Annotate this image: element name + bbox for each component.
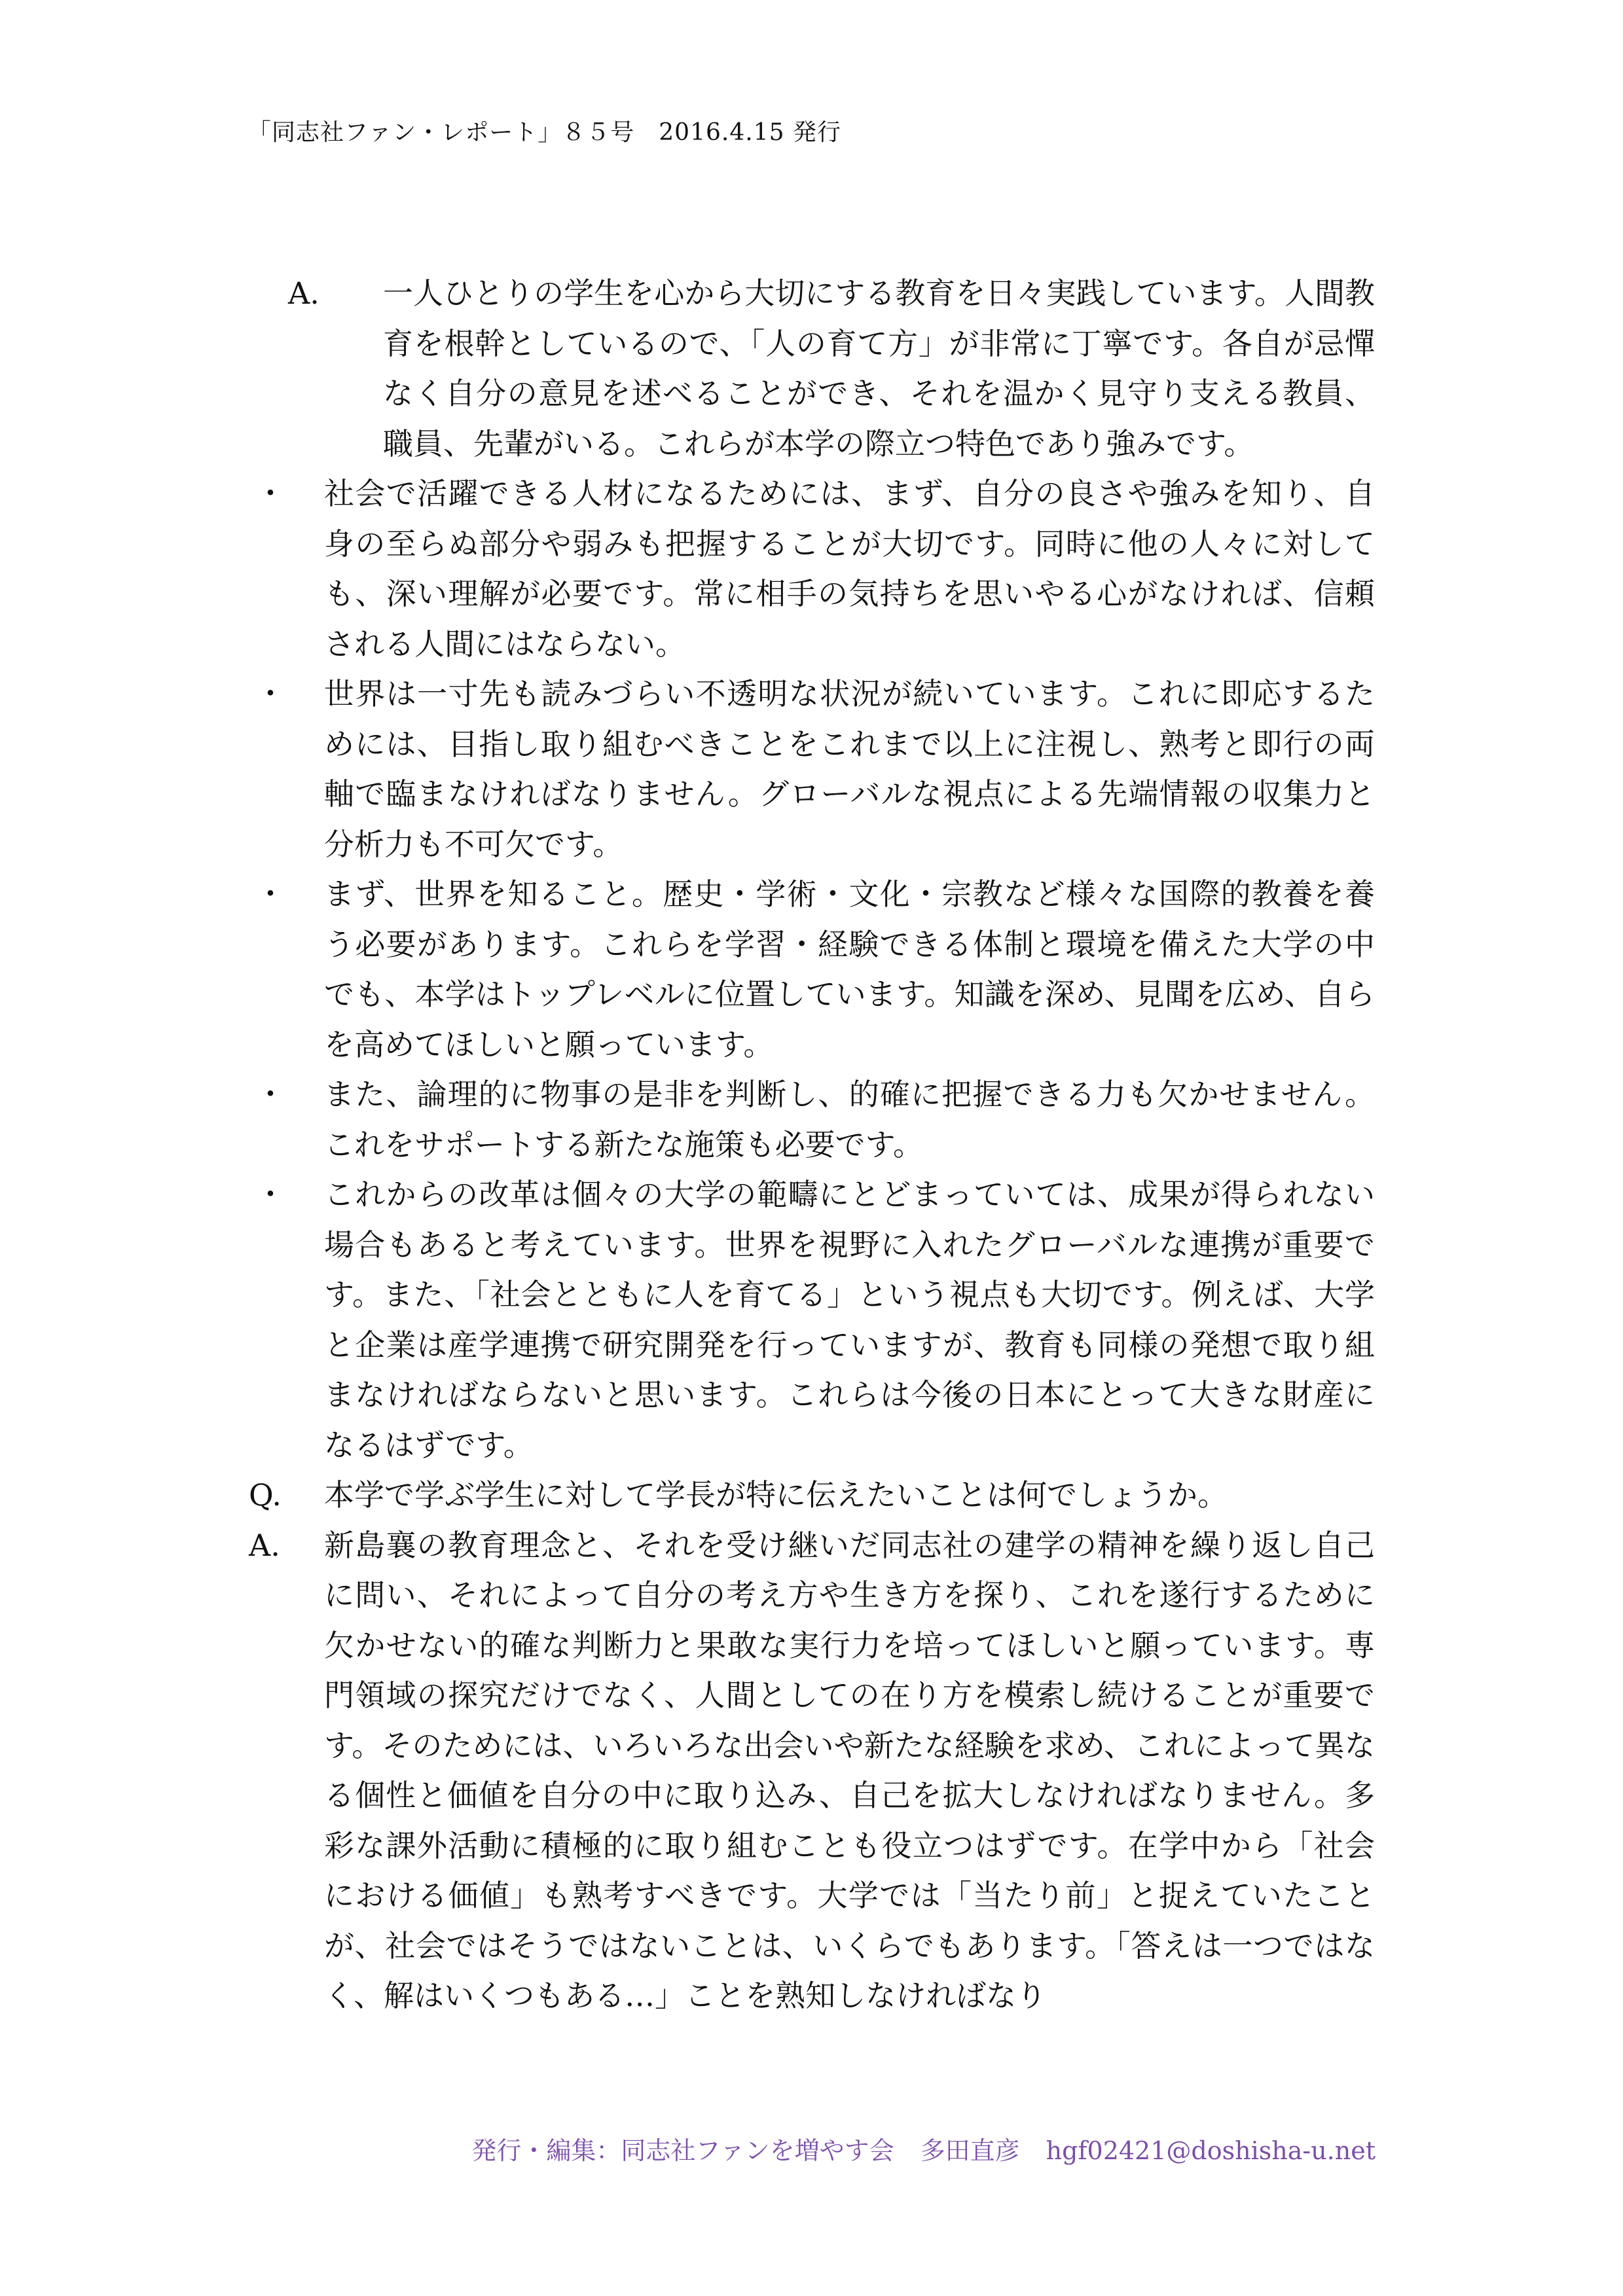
footer-publisher: 発行・編集：同志社ファンを増やす会 — [471, 2136, 894, 2165]
bullet-marker: ・ — [255, 476, 285, 511]
bullet-item-5 — [249, 1170, 1375, 1470]
footer-email[interactable]: hgf02421@doshisha-u.net — [1046, 2136, 1376, 2165]
question-marker: Q. — [249, 1477, 282, 1513]
question-text: 本学で学ぶ学生に対して学長が特に伝えたいことは何でしょうか。 — [324, 1477, 1228, 1513]
bullet-item-3 — [249, 869, 1375, 1069]
newsletter-header — [247, 117, 841, 149]
bullet-text: 社会で活躍できる人材になるためには、まず、自分の良さや強みを知り、自身の至らぬ部分や弱みも把握することが大切です。同時に他の人々に対しても、深い理解が必要です。常に相手の気持ちを思いやる心がなければ、信頼される人間にはならない。 — [324, 476, 1375, 662]
article-body — [249, 268, 1375, 2021]
bullet-text: まず、世界を知ること。歴史・学術・文化・宗教など様々な国際的教養を養う必要があります。これらを学習・経験できる体制と環境を備えた大学の中でも、本学はトップレベルに位置しています。知識を深め、見聞を広め、自らを高めてほしいと願っています。 — [324, 876, 1375, 1062]
newsletter-footer — [471, 2132, 1376, 2169]
answer-paragraph-2 — [249, 1520, 1375, 2021]
answer-text: 新島襄の教育理念と、それを受け継いだ同志社の建学の精神を繰り返し自己に問い、それによって自分の考え方や生き方を探り、これを遂行するために欠かせない的確な判断力と果敢な実行力を培ってほしいと願っています。専門領域の探究だけでなく、人間としての在り方を模索し続けることが重要です。そのためには、いろいろな出会いや新たな経験を求め、これによって異なる個性と価値を自分の中に取り込み、自己を拡大しなければなりません。多彩な課外活動に積極的に取り組むことも役立つはずです。在学中から「社会における価値」も熟考すべきです。大学では「当たり前」と捉えていたことが、社会ではそうではないことは、いくらでもあります。「答えは一つではなく、解はいくつもある…」ことを熟知しなければなり — [324, 1527, 1376, 2013]
bullet-text: また、論理的に物事の是非を判断し、的確に把握できる力も欠かせません。これをサポートする新たな施策も必要です。 — [324, 1077, 1375, 1162]
answer-marker: A. — [249, 1527, 280, 1563]
answer-marker: A. — [288, 276, 319, 311]
bullet-item-2 — [249, 669, 1375, 869]
bullet-marker: ・ — [255, 676, 285, 711]
bullet-text: これからの改革は個々の大学の範疇にとどまっていては、成果が得られない場合もあると考えています。世界を視野に入れたグローバルな連携が重要です。また、「社会とともに人を育てる」という視点も大切です。例えば、大学と企業は産学連携で研究開発を行っていますが、教育も同様の発想で取り組まなければならないと思います。これらは今後の日本にとって大きな財産になるはずです。 — [324, 1177, 1376, 1463]
question-paragraph — [249, 1470, 1375, 1520]
answer-text: 一人ひとりの学生を心から大切にする教育を日々実践しています。人間教育を根幹としているので、「人の育て方」が非常に丁寧です。各自が忌憚なく自分の意見を述べることができ、それを温かく見守り支える教員、職員、先輩がいる。これらが本学の際立つ特色であり強みです。 — [383, 276, 1375, 461]
header-title: 「同志社ファン・レポート」８５号 2016.4.15 発行 — [247, 119, 841, 146]
bullet-marker: ・ — [255, 876, 285, 912]
bullet-text: 世界は一寸先も読みづらい不透明な状況が続いています。これに即応するためには、目指し取り組むべきことをこれまで以上に注視し、熟考と即行の両軸で臨まなければなりません。グローバルな視点による先端情報の収集力と分析力も不可欠です。 — [324, 676, 1376, 862]
bullet-item-4 — [249, 1069, 1375, 1170]
bullet-marker: ・ — [255, 1077, 285, 1112]
bullet-marker: ・ — [255, 1177, 285, 1212]
bullet-item-1 — [249, 469, 1375, 669]
answer-paragraph-1 — [249, 268, 1375, 469]
footer-editor-name: 多田直彦 — [920, 2136, 1020, 2165]
